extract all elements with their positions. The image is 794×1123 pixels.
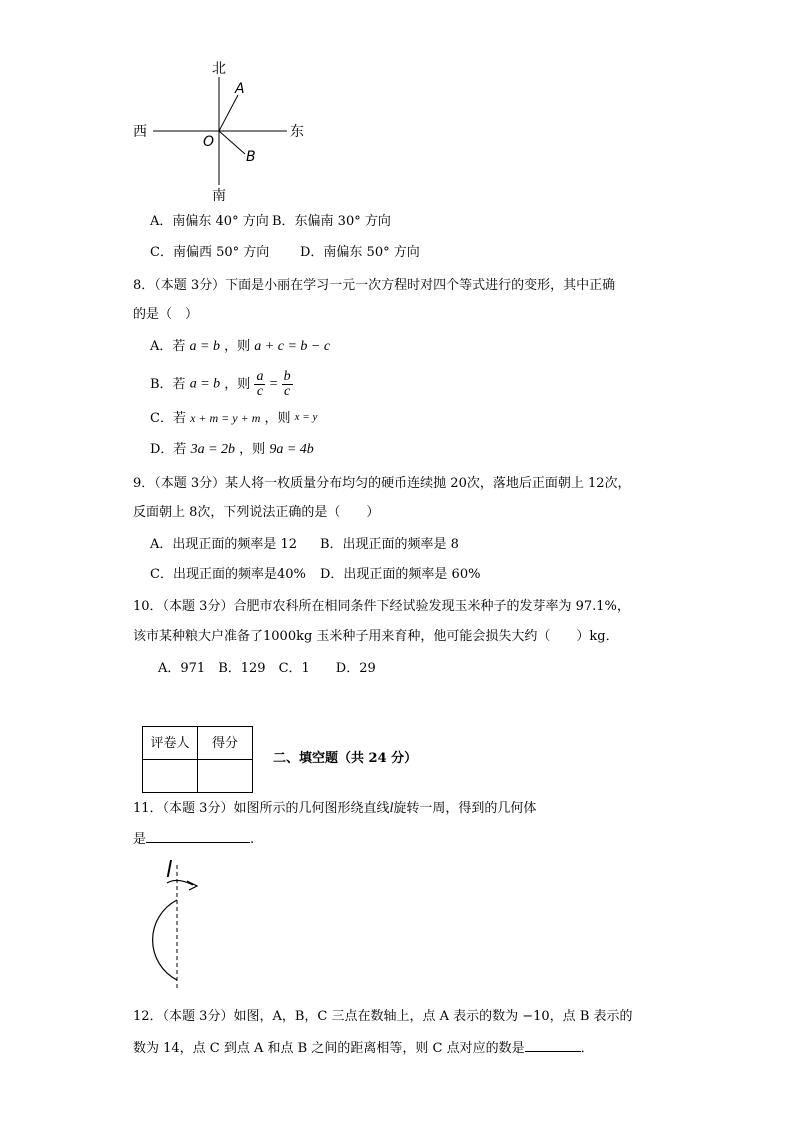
- q8-option-b-fraction-left: [254, 370, 265, 399]
- q8-option-d: [150, 443, 314, 457]
- q8-option-b-fraction-right: [282, 370, 293, 399]
- q7-option-d: D．南偏东 50° 方向: [300, 245, 420, 260]
- south-label: 南: [212, 188, 226, 204]
- score-table-score-header: 得分: [198, 727, 253, 760]
- q9-option-b: B．出现正面的频率是 8: [320, 537, 459, 552]
- q10-stem-line1: 10．（本题 3分）合肥市农科所在相同条件下经试验发现玉米种子的发芽率为 97.1%，: [133, 599, 630, 614]
- q8-option-c-mid: ，则: [264, 411, 291, 426]
- q8-stem-line1: 8．（本题 3分）下面是小丽在学习一元一次方程时对四个等式进行的变形，其中正确: [133, 278, 616, 293]
- q9-stem-line1: 9．（本题 3分）某人将一枚质量分布均匀的硬币连续抛 20次，落地后正面朝上 12次，: [133, 476, 631, 491]
- point-b-label: B: [246, 149, 256, 165]
- q8-option-c-cond: x + m = y + m: [190, 411, 261, 425]
- score-table: [142, 726, 253, 793]
- q8-option-a-mid: ，则: [224, 339, 251, 354]
- q11-stem-before: 11．（本题 3分）如图所示的几何图形绕直线: [133, 801, 390, 816]
- q11-stem-line2-end: .: [250, 832, 255, 847]
- q12-stem-line2: [133, 1042, 594, 1055]
- q8-option-b-equals: =: [269, 376, 278, 392]
- q12-stem-line1: 12．（本题 3分）如图，A，B，C 三点在数轴上，点 A 表示的数为 −10，点 B 表示的: [133, 1009, 633, 1024]
- q11-rotation-figure: [125, 855, 215, 995]
- score-table-grader-header: 评卷人: [143, 727, 198, 760]
- q12-stem-line2-end: ．: [580, 1041, 594, 1056]
- q12-stem-line2-text: 数为 14，点 C 到点 A 和点 B 之间的距离相等，则 C 点对应的数是: [133, 1041, 525, 1056]
- q8-option-b-frac-num-left: a: [256, 369, 264, 384]
- q8-option-b-cond: a = b: [189, 376, 221, 392]
- q8-option-a-cond: a = b: [189, 339, 220, 354]
- q8-option-b-mid: ，则: [224, 377, 251, 392]
- semicircle-arc: [153, 900, 177, 980]
- section-2-title: 二、填空题（共 24 分）: [273, 751, 418, 766]
- q8-option-b-prefix: B．若: [150, 377, 186, 392]
- q8-option-b: [150, 370, 293, 399]
- rotation-arrow-head: [187, 881, 197, 890]
- q9-option-c: C．出现正面的频率是40%: [150, 567, 306, 582]
- q8-option-a-result: a + c = b − c: [254, 339, 331, 354]
- q7-option-a: A．南偏东 40° 方向: [150, 214, 269, 229]
- q8-option-a-prefix: A．若: [150, 339, 186, 354]
- q9-option-d: D．出现正面的频率是 60%: [320, 567, 481, 582]
- q10-options: A．971 B．129 C．1 D．29: [158, 661, 376, 676]
- ray-oa: [219, 95, 238, 131]
- q8-option-b-frac-den-left: c: [256, 384, 264, 399]
- west-label: 西: [133, 124, 147, 140]
- q11-answer-blank[interactable]: [146, 842, 250, 843]
- score-table-score-cell[interactable]: [198, 760, 253, 793]
- q11-stem-line2-text: 是: [133, 832, 147, 847]
- axis-label-l: l: [166, 858, 173, 883]
- q8-option-c: [150, 412, 317, 425]
- q8-option-a: [150, 340, 330, 354]
- q8-option-c-result: x = y: [294, 411, 318, 423]
- q9-option-a: A．出现正面的频率是 12: [150, 537, 298, 552]
- q7-option-b: B．东偏南 30° 方向: [272, 214, 391, 229]
- q8-option-b-frac-den-right: c: [284, 384, 291, 399]
- q8-option-d-prefix: D．若: [150, 442, 187, 457]
- q8-option-d-result: 9a = 4b: [269, 442, 314, 457]
- q8-option-b-frac-num-right: b: [283, 369, 291, 384]
- q9-stem-line2: 反面朝上 8次，下列说法正确的是（ ）: [133, 505, 380, 520]
- q8-option-d-mid: ，则: [239, 442, 266, 457]
- score-table-grader-cell[interactable]: [143, 760, 198, 793]
- north-label: 北: [212, 61, 226, 77]
- point-a-label: A: [235, 81, 245, 97]
- q12-answer-blank[interactable]: [525, 1051, 581, 1052]
- origin-label: O: [203, 134, 215, 150]
- q8-stem-line2: 的是（ ）: [133, 307, 199, 322]
- q11-stem-line1: [133, 802, 536, 816]
- q11-stem-line2: [133, 833, 254, 846]
- east-label: 东: [290, 124, 304, 140]
- q8-option-d-cond: 3a = 2b: [190, 442, 236, 457]
- q10-stem-line2: 该市某种粮大户准备了1000kg 玉米种子用来育种，他可能会损失大约（ ）kg．: [133, 629, 619, 644]
- q7-option-c: C．南偏西 50° 方向: [150, 245, 270, 260]
- q11-stem-after: 旋转一周，得到的几何体: [393, 801, 537, 816]
- ray-ob: [219, 131, 245, 154]
- q11-stem-var: l: [389, 801, 394, 816]
- q8-option-c-prefix: C．若: [150, 411, 186, 426]
- compass-diagram: [125, 55, 325, 210]
